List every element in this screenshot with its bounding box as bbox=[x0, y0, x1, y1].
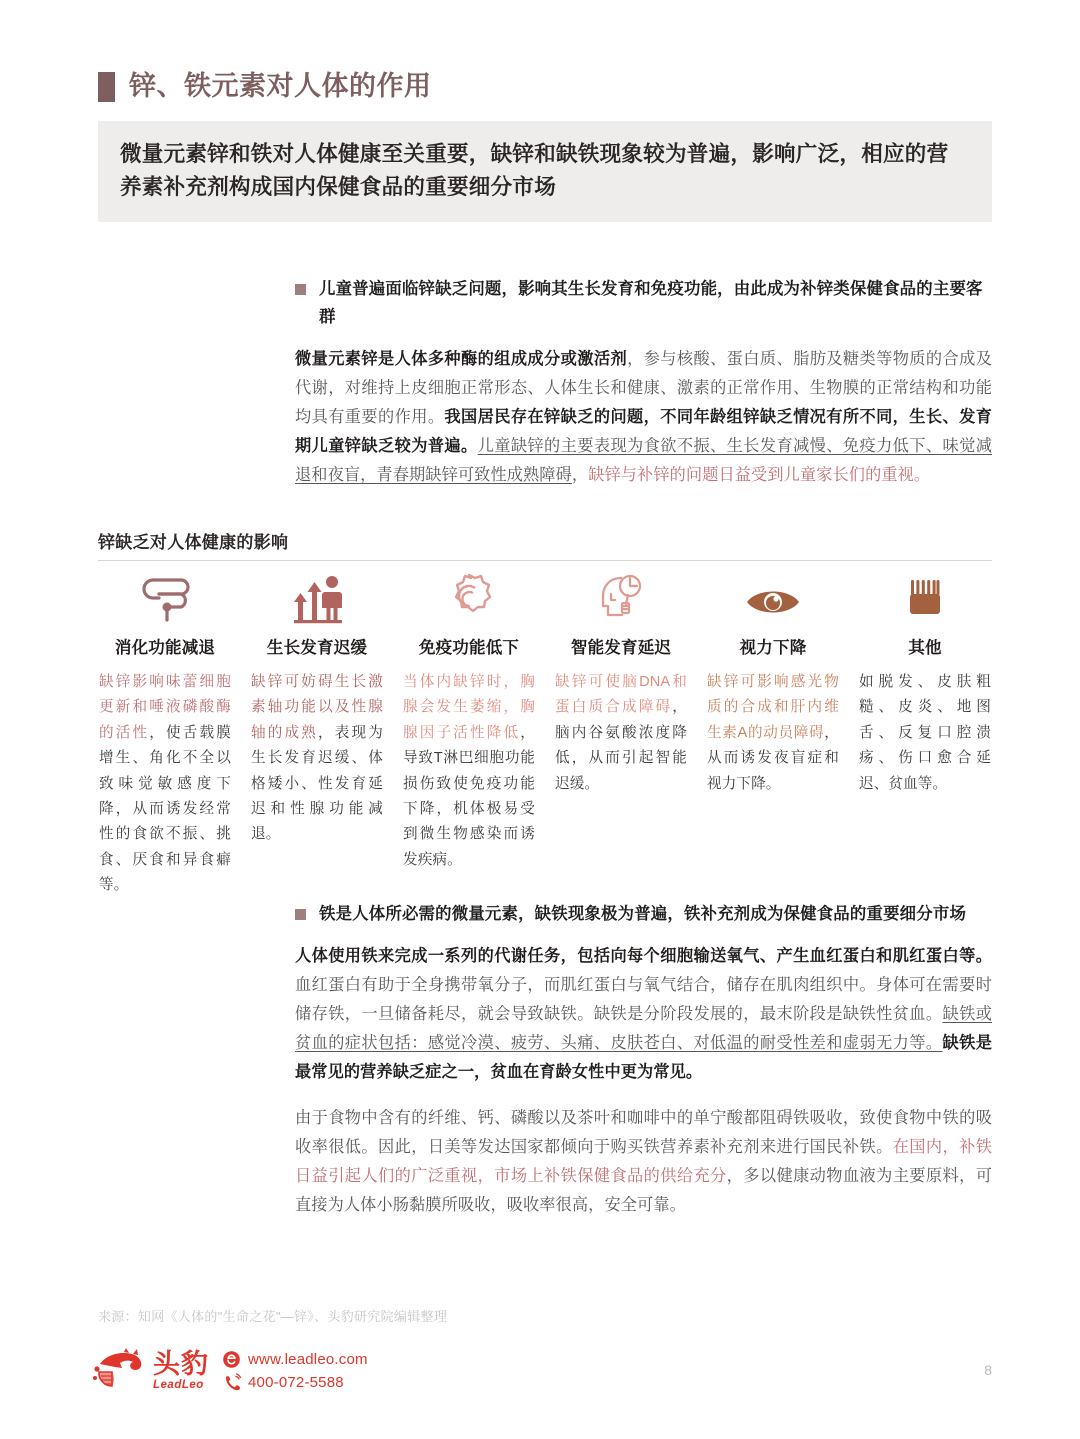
impact-column-body bbox=[251, 670, 383, 848]
zinc-bullet-line bbox=[295, 275, 992, 331]
zinc-para-red: 缺锌与补锌的问题日益受到儿童家长们的重视。 bbox=[588, 465, 931, 484]
leopard-logo-icon bbox=[92, 1348, 144, 1394]
impact-column-body bbox=[707, 670, 839, 797]
website-row[interactable] bbox=[222, 1350, 368, 1369]
footer-contact bbox=[222, 1350, 368, 1392]
iron-bullet-heading: 铁是人体所必需的微量元素，缺铁现象极为普遍，铁补充剂成为保健食品的重要细分市场 bbox=[319, 905, 967, 923]
page-header bbox=[98, 64, 992, 222]
impact-column-label: 其他 bbox=[908, 639, 942, 657]
impact-column-body bbox=[859, 670, 991, 797]
eye-icon bbox=[743, 568, 803, 624]
subtitle-text: 微量元素锌和铁对人体健康至关重要，缺锌和缺铁现象较为普遍，影响广泛，相应的营养素补充剂构成国内保健食品的重要细分市场 bbox=[120, 142, 949, 199]
impact-column-highlight: 缺锌可妨碍生长激素轴功能以及性腺轴的成熟 bbox=[251, 674, 383, 741]
impact-column-label: 生长发育迟缓 bbox=[266, 639, 368, 657]
impact-column-body bbox=[403, 670, 535, 873]
impact-column bbox=[706, 568, 840, 899]
head-magnifier-icon bbox=[594, 568, 648, 624]
phone-text: 400-072-5588 bbox=[248, 1374, 344, 1391]
impact-column-body bbox=[555, 670, 687, 797]
impact-column-highlight: 缺锌可影响感光物质的合成和肝内维生素A的动员障碍 bbox=[707, 674, 839, 741]
iron-p2-normal-1: 由于食物中含有的纤维、钙、磷酸以及茶叶和咖啡中的单宁酸都阻碍铁吸收，致使食物中铁的吸收率很低。因此，日美等发达国家都倾向于购买铁营养素补充剂来进行国民补铁。 bbox=[295, 1109, 992, 1157]
phone-row[interactable] bbox=[222, 1373, 368, 1392]
impact-section-heading-block bbox=[98, 528, 992, 561]
iron-p1-normal: 血红蛋白有助于全身携带氧分子，而肌红蛋白与氧气结合，储存在肌肉组织中。身体可在需要时储存铁，一旦储备耗尽，就会导致缺铁。缺铁是分阶段发展的，最末阶段是缺铁性贫血。 bbox=[295, 976, 992, 1023]
bullet-square-icon bbox=[295, 909, 306, 920]
subtitle-band bbox=[98, 121, 992, 222]
impact-column bbox=[402, 568, 536, 899]
impact-column-rest: ，导致T淋巴细胞功能损伤致使免疫功能下降，机体极易受到微生物感染而诱发疾病。 bbox=[403, 724, 535, 868]
zinc-para-bold-2: 我国居民存在锌缺乏的问题，不同年龄组锌缺乏情况有所不同，生长、发育期儿童锌缺乏较为普遍。 bbox=[295, 408, 992, 455]
title-marker-square bbox=[98, 72, 115, 102]
impact-column-highlight: 当体内缺锌时，胸腺会发生萎缩，胸腺因子活性降低 bbox=[403, 674, 535, 741]
footer-branding bbox=[92, 1348, 368, 1394]
iron-p1-bold-2: 缺铁是最常见的营养缺乏症之一，贫血在育龄女性中更为常见。 bbox=[295, 1033, 992, 1081]
growth-chart-person-icon bbox=[288, 568, 346, 624]
comb-icon bbox=[900, 568, 950, 624]
impact-column-body bbox=[99, 670, 231, 899]
iron-bullet-line bbox=[295, 900, 992, 928]
zinc-paragraph bbox=[295, 345, 992, 489]
zinc-para-normal-2: ， bbox=[571, 465, 589, 484]
iron-p1-underline: 缺铁或贫血的症状包括：感觉冷漠、疲劳、头痛、皮肤苍白、对低温的耐受性差和虚弱无力等。 bbox=[295, 1004, 992, 1052]
page-number: 8 bbox=[984, 1362, 992, 1378]
iron-bullet-block bbox=[295, 900, 992, 1220]
page-title: 锌、铁元素对人体的作用 bbox=[129, 71, 432, 102]
impact-column-label: 消化功能减退 bbox=[114, 639, 216, 657]
impact-column-rest: ，使舌载膜增生、角化不全以致味觉敏感度下降，从而诱发经常性的食欲不振、挑食、厌食和异食癖等。 bbox=[99, 724, 231, 894]
logo-english-name: LeadLeo bbox=[153, 1378, 204, 1391]
source-note: 来源：知网《人体的"生命之花"—锌》、头豹研究院编辑整理 bbox=[98, 1309, 448, 1324]
impact-section-heading: 锌缺乏对人体健康的影响 bbox=[98, 533, 289, 552]
impact-column-rest: ，表现为生长发育迟缓、体格矮小、性发育延迟和性腺功能减退。 bbox=[251, 724, 383, 843]
zinc-bullet-heading: 儿童普遍面临锌缺乏问题，影响其生长发育和免疫功能，由此成为补锌类保健食品的主要客群 bbox=[319, 280, 983, 327]
iron-p2-red: 在国内，补铁日益引起人们的广泛重视，市场上补铁保健食品的供给充分 bbox=[295, 1138, 992, 1186]
impact-column-rest: ，从而诱发夜盲症和视力下降。 bbox=[707, 724, 839, 792]
impact-column bbox=[858, 568, 992, 899]
immune-cell-icon bbox=[442, 568, 496, 624]
phone-icon bbox=[222, 1373, 241, 1392]
impact-column bbox=[98, 568, 232, 899]
zinc-para-underline: 儿童缺锌的主要表现为食欲不振、生长发育减慢、免疫力低下、味觉减退和夜盲，青春期缺锌可致性成熟障碍 bbox=[295, 436, 992, 484]
impact-column-label: 智能发育延迟 bbox=[570, 639, 672, 657]
iron-p1-bold-1: 人体使用铁来完成一系列的代谢任务，包括向每个细胞输送氧气、产生血红蛋白和肌红蛋白等。 bbox=[295, 947, 992, 966]
intestine-icon bbox=[137, 568, 193, 624]
impact-column-label: 免疫功能低下 bbox=[418, 639, 520, 657]
iron-p2-normal-2: ，多以健康动物血液为主要原料，可直接为人体小肠黏膜所吸收，吸收率很高，安全可靠。 bbox=[295, 1167, 992, 1214]
impact-column bbox=[250, 568, 384, 899]
bullet-square-icon bbox=[295, 284, 306, 295]
zinc-bullet-block bbox=[295, 275, 992, 490]
website-text: www.leadleo.com bbox=[248, 1351, 368, 1368]
title-row bbox=[98, 64, 992, 110]
zinc-para-bold-1: 微量元素锌是人体多种酶的组成成分或激活剂 bbox=[295, 350, 628, 369]
iron-paragraph-1 bbox=[295, 942, 992, 1086]
impact-column-highlight: 缺锌可使脑DNA和蛋白质合成障碍 bbox=[555, 674, 687, 716]
impact-column-label: 视力下降 bbox=[739, 639, 807, 657]
impact-column bbox=[554, 568, 688, 899]
iron-paragraph-2 bbox=[295, 1104, 992, 1219]
section-divider bbox=[98, 560, 992, 561]
impact-column-rest: ，脑内谷氨酸浓度降低，从而引起智能迟缓。 bbox=[555, 699, 687, 792]
leadleo-wordmark bbox=[153, 1348, 209, 1392]
impact-column-rest: 如脱发、皮肤粗糙、皮炎、地图舌、反复口腔溃疡、伤口愈合延迟、贫血等。 bbox=[859, 674, 991, 792]
globe-e-icon bbox=[222, 1350, 241, 1369]
zinc-para-normal-1: ，参与核酸、蛋白质、脂肪及糖类等物质的合成及代谢，对维持上皮细胞正常形态、人体生长和健康、激素的正常作用、生物膜的正常结构和功能均具有重要的作用。 bbox=[295, 350, 993, 427]
impact-column-highlight: 缺锌影响味蕾细胞更新和唾液磷酸酶的活性 bbox=[99, 674, 231, 741]
impact-columns bbox=[98, 568, 992, 899]
logo-chinese-name: 头豹 bbox=[153, 1348, 209, 1379]
